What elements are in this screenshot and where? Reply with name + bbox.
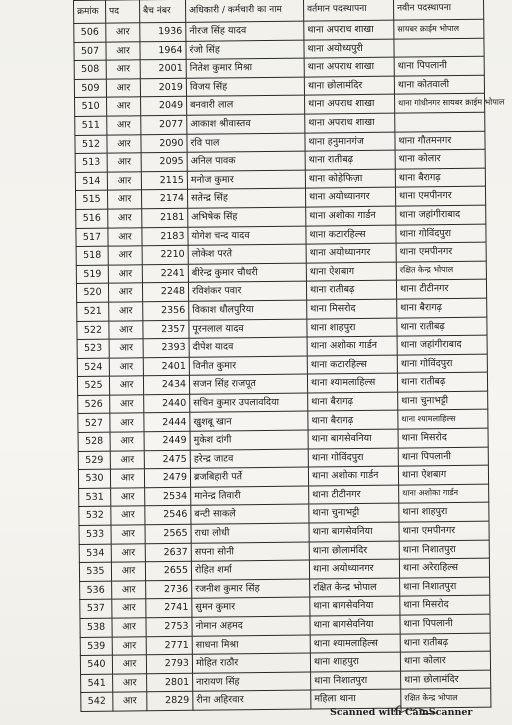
current-posting-cell: थाना बागसेवनिया	[310, 597, 400, 617]
rank-cell: आर	[108, 265, 142, 284]
new-posting-cell: थाना टीटीनगर	[396, 279, 486, 299]
header-current-posting: वर्तमान पदस्थापना	[303, 0, 393, 21]
rank-cell: आर	[109, 376, 143, 395]
serial-cell: 522	[77, 321, 109, 340]
new-posting-cell: थाना पिपलानी	[400, 614, 490, 634]
new-posting-cell: रक्षित केन्द्र भोपाल	[396, 261, 486, 281]
rank-cell: आर	[107, 172, 141, 191]
serial-cell: 530	[78, 469, 110, 488]
badge-cell: 1964	[140, 41, 186, 60]
current-posting-cell: थाना कटारहिल्स	[306, 225, 396, 245]
current-posting-cell: थाना रातीबढ़	[305, 150, 395, 170]
serial-cell: 513	[75, 153, 107, 172]
new-posting-cell: थाना ऐशबाग	[398, 465, 488, 485]
new-posting-cell: थाना पिपलानी	[398, 447, 488, 467]
rank-cell: आर	[109, 339, 143, 358]
new-posting-cell: रक्षित केन्द्र भोपाल	[401, 689, 491, 709]
table-body	[74, 19, 505, 711]
serial-cell: 508	[74, 60, 106, 79]
badge-cell: 2241	[142, 264, 188, 283]
current-posting-cell: थाना गोविंदपुरा	[308, 448, 398, 468]
name-cell: रवि पाल	[187, 133, 305, 153]
badge-cell: 2736	[146, 580, 192, 599]
serial-cell: 512	[75, 135, 107, 154]
new-posting-cell: थाना जहांगीराबाद	[397, 335, 487, 355]
rank-cell: आर	[111, 488, 145, 507]
current-posting-cell: थाना अशोका गार्डन	[308, 466, 398, 486]
name-cell: मनोज कुमार	[187, 170, 305, 190]
serial-cell: 526	[78, 395, 110, 414]
name-cell: मुकेश दांगी	[190, 430, 308, 450]
current-posting-cell: थाना अशोका गार्डन	[307, 336, 397, 356]
current-posting-cell: थाना बागसेवनिया	[308, 429, 398, 449]
name-cell: विजय सिंह	[186, 77, 304, 97]
new-posting-cell: थाना कोलार	[400, 651, 490, 671]
badge-cell: 2444	[144, 413, 190, 432]
new-posting-cell	[394, 38, 484, 58]
rank-cell: आर	[108, 227, 142, 246]
badge-cell: 2393	[143, 338, 189, 357]
serial-cell: 507	[74, 42, 106, 61]
badge-cell: 2793	[146, 654, 192, 673]
rank-cell: आर	[110, 469, 144, 488]
name-cell: रीना अहिरवार	[193, 690, 311, 710]
rank-cell: आर	[112, 599, 146, 618]
serial-cell: 506	[74, 23, 106, 42]
serial-cell: 535	[79, 562, 111, 581]
serial-cell: 510	[75, 98, 107, 117]
serial-cell: 534	[79, 544, 111, 563]
rank-cell: आर	[107, 134, 141, 153]
new-posting-cell: थाना रातीबढ़	[397, 372, 487, 392]
rank-cell: आर	[109, 302, 143, 321]
name-cell: विनीत कुमार	[189, 356, 307, 376]
badge-cell: 2183	[142, 227, 188, 246]
badge-cell: 2174	[141, 190, 187, 209]
name-cell: बन्टी साकले	[191, 504, 309, 524]
name-cell: अनिल पावक	[187, 151, 305, 171]
current-posting-cell: थाना अपराध शाखा	[305, 113, 395, 133]
current-posting-cell: थाना कटारहिल्स	[307, 355, 397, 375]
rank-cell: आर	[108, 209, 142, 228]
badge-cell: 2475	[144, 450, 190, 469]
name-cell: लोकेश परते	[188, 244, 306, 264]
serial-cell: 511	[75, 116, 107, 135]
new-posting-cell: थाना गोविंदपुरा	[396, 224, 486, 244]
serial-cell: 519	[76, 265, 108, 284]
current-posting-cell: थाना अयोध्यानगर	[306, 243, 396, 263]
current-posting-cell: थाना अशोका गार्डन	[306, 206, 396, 226]
name-cell: सतेन्द्र सिंह	[187, 188, 305, 208]
serial-cell: 527	[78, 414, 110, 433]
name-cell: रजनीश कुमार सिंह	[192, 579, 310, 599]
name-cell: साधना मिश्रा	[192, 635, 310, 655]
rank-cell: आर	[109, 320, 143, 339]
name-cell: विकाश धौलपुरिया	[189, 300, 307, 320]
serial-cell: 532	[79, 507, 111, 526]
new-posting-cell: थाना एमपीनगर	[396, 242, 486, 262]
current-posting-cell: थाना छोलामंदिर	[304, 76, 394, 96]
current-posting-cell: थाना अयोध्यानगर	[309, 559, 399, 579]
new-posting-cell: थाना अरेराहिल्स	[399, 558, 489, 578]
current-posting-cell: रक्षित केन्द्र भोपाल	[310, 578, 400, 598]
name-cell: खुशबू खान	[190, 412, 308, 432]
serial-cell: 523	[77, 339, 109, 358]
rank-cell: आर	[111, 525, 145, 544]
new-posting-cell	[395, 112, 485, 132]
header-badge: बैच नंबर	[140, 0, 186, 23]
rank-cell: आर	[109, 357, 143, 376]
serial-cell: 538	[80, 618, 112, 637]
rank-cell: आर	[113, 674, 147, 693]
badge-cell: 2534	[145, 487, 191, 506]
rank-cell: आर	[107, 153, 141, 172]
new-posting-cell: सायबर क्राईम भोपाल	[394, 19, 484, 39]
rank-cell: आर	[107, 97, 141, 116]
badge-cell: 2401	[143, 357, 189, 376]
new-posting-cell: थाना बैरागढ़	[397, 298, 487, 318]
scanner-watermark: Scanned with CamScanner	[330, 707, 473, 718]
rank-cell: आर	[107, 190, 141, 209]
current-posting-cell: थाना बैरागढ़	[308, 392, 398, 412]
header-rank: पद	[106, 0, 140, 23]
current-posting-cell: महिला थाना	[311, 689, 401, 709]
badge-cell: 2565	[145, 524, 191, 543]
new-posting-cell: थाना अशोका गार्डन	[399, 484, 489, 504]
rank-cell: आर	[112, 655, 146, 674]
current-posting-cell: थाना अपराध शाखा	[304, 57, 394, 77]
serial-cell: 537	[80, 600, 112, 619]
serial-cell: 521	[77, 302, 109, 321]
current-posting-cell: थाना टीटीनगर	[309, 485, 399, 505]
new-posting-cell: थाना बैरागढ़	[395, 168, 485, 188]
new-posting-cell: थाना निशातपुरा	[400, 577, 490, 597]
badge-cell: 2741	[146, 599, 192, 618]
current-posting-cell: थाना अपराध शाखा	[304, 20, 394, 40]
serial-cell: 536	[80, 581, 112, 600]
badge-cell: 2077	[141, 115, 187, 134]
name-cell: आकाश श्रीवास्तव	[187, 114, 305, 134]
name-cell: नितेश कुमार मिश्रा	[186, 58, 304, 78]
badge-cell: 2115	[141, 171, 187, 190]
current-posting-cell: थाना रातीबढ़	[306, 280, 396, 300]
new-posting-cell: थाना पिपलानी	[394, 56, 484, 76]
header-serial: क्रमांक	[74, 0, 106, 23]
rank-cell: आर	[111, 506, 145, 525]
serial-cell: 529	[78, 451, 110, 470]
name-cell: सपना सोनी	[191, 542, 309, 562]
serial-cell: 525	[77, 376, 109, 395]
name-cell: पूरनलाल यादव	[189, 319, 307, 339]
badge-cell: 2019	[140, 78, 186, 97]
badge-cell: 2440	[144, 394, 190, 413]
badge-cell: 2801	[147, 673, 193, 692]
badge-cell: 2001	[140, 60, 186, 79]
name-cell: दीपेश यादव	[189, 337, 307, 357]
badge-cell: 2356	[143, 301, 189, 320]
rank-cell: आर	[106, 23, 140, 42]
badge-cell: 2637	[145, 543, 191, 562]
badge-cell: 2095	[141, 152, 187, 171]
current-posting-cell: थाना श्यामलाहिल्स	[307, 373, 397, 393]
new-posting-cell: थाना मिसरोद	[400, 596, 490, 616]
new-posting-cell: थाना एमपीनगर	[395, 187, 485, 207]
badge-cell: 2357	[143, 320, 189, 339]
current-posting-cell: थाना बागसेवनिया	[310, 615, 400, 635]
new-posting-cell: थाना जहांगीराबाद	[396, 205, 486, 225]
name-cell: ब्रजबिहारी पर्ते	[190, 467, 308, 487]
serial-cell: 541	[81, 674, 113, 693]
serial-cell: 520	[76, 283, 108, 302]
current-posting-cell: थाना छोलामंदिर	[309, 541, 399, 561]
badge-cell: 2479	[144, 469, 190, 488]
new-posting-cell: थाना रातीबढ़	[400, 633, 490, 653]
current-posting-cell: थाना हनुमानगंज	[305, 132, 395, 152]
rank-cell: आर	[110, 395, 144, 414]
badge-cell: 2248	[142, 283, 188, 302]
badge-cell: 2210	[142, 245, 188, 264]
new-posting-cell: थाना छोलामंदिर	[401, 670, 491, 690]
name-cell: मोहित राठौर	[192, 653, 310, 673]
name-cell: सुमन कुमार	[192, 597, 310, 617]
serial-cell: 531	[79, 488, 111, 507]
name-cell: अभिषेक सिंह	[188, 207, 306, 227]
badge-cell: 2829	[147, 692, 193, 711]
name-cell: सचिन कुमार उपलावदिया	[190, 393, 308, 413]
name-cell: बीरेन्द्र कुमार चौधरी	[188, 263, 306, 283]
rank-cell: आर	[108, 283, 142, 302]
rank-cell: आर	[112, 618, 146, 637]
serial-cell: 518	[76, 246, 108, 265]
name-cell: राधा लोधी	[191, 523, 309, 543]
current-posting-cell: थाना शाहपुरा	[307, 318, 397, 338]
current-posting-cell: थाना अयोध्यपुरी	[304, 39, 394, 59]
serial-cell: 524	[77, 358, 109, 377]
badge-cell: 2049	[141, 97, 187, 116]
new-posting-cell: थाना चुनाभट्टी	[398, 391, 488, 411]
current-posting-cell: थाना बागसेवनिया	[309, 522, 399, 542]
serial-cell: 509	[74, 79, 106, 98]
rank-cell: आर	[113, 692, 147, 711]
serial-cell: 515	[75, 190, 107, 209]
badge-cell: 2449	[144, 431, 190, 450]
badge-cell: 2771	[146, 636, 192, 655]
rank-cell: आर	[107, 116, 141, 135]
rank-cell: आर	[111, 562, 145, 581]
name-cell: मानेन्द्र तिवारी	[191, 486, 309, 506]
serial-cell: 514	[75, 172, 107, 191]
header-name: अधिकारी / कर्मचारी का नाम	[185, 0, 303, 22]
badge-cell: 2655	[145, 562, 191, 581]
badge-cell: 1936	[140, 22, 186, 41]
new-posting-cell: थाना शाहपुरा	[399, 503, 489, 523]
name-cell: नारायण सिंह	[193, 672, 311, 692]
serial-cell: 539	[80, 637, 112, 656]
transfer-roster-table	[73, 0, 505, 712]
name-cell: नोमान अहमद	[192, 616, 310, 636]
current-posting-cell: थाना मिसरोद	[307, 299, 397, 319]
name-cell: योगेश चन्द यादव	[188, 226, 306, 246]
serial-cell: 516	[76, 209, 108, 228]
new-posting-cell: थाना श्यामलाहिल्स	[398, 410, 488, 430]
current-posting-cell: थाना निशातपुरा	[311, 671, 401, 691]
name-cell: रविशंकर पवार	[188, 281, 306, 301]
rank-cell: आर	[106, 41, 140, 60]
new-posting-cell: थाना गौतमनगर	[395, 131, 485, 151]
serial-cell: 528	[78, 432, 110, 451]
new-posting-cell: थाना गांधीनगर सायबर क्राईम भोपाल	[395, 94, 485, 114]
new-posting-cell: थाना एमपीनगर	[399, 521, 489, 541]
rank-cell: आर	[108, 246, 142, 265]
badge-cell: 2546	[145, 506, 191, 525]
rank-cell: आर	[111, 543, 145, 562]
serial-cell: 542	[81, 692, 113, 711]
current-posting-cell: थाना शाहपुरा	[310, 652, 400, 672]
current-posting-cell: थाना कोहेफिज़ा	[305, 169, 395, 189]
rank-cell: आर	[106, 79, 140, 98]
new-posting-cell: थाना कोतवाली	[394, 75, 484, 95]
current-posting-cell: थाना ऐशबाग	[306, 262, 396, 282]
current-posting-cell: थाना अपराध शाखा	[305, 95, 395, 115]
new-posting-cell: थाना निशातपुरा	[399, 540, 489, 560]
current-posting-cell: थाना बैरागढ़	[308, 411, 398, 431]
new-posting-cell: थाना गोविंदपुरा	[397, 354, 487, 374]
current-posting-cell: थाना अयोध्यानगर	[305, 187, 395, 207]
serial-cell: 540	[80, 655, 112, 674]
rank-cell: आर	[106, 60, 140, 79]
header-new-posting: नवीन पदस्थापना	[393, 0, 483, 20]
name-cell: रोहित शर्मा	[191, 560, 309, 580]
new-posting-cell: थाना कोलार	[395, 149, 485, 169]
badge-cell: 2090	[141, 134, 187, 153]
badge-cell: 2181	[142, 208, 188, 227]
current-posting-cell: थाना श्यामलाहिल्स	[310, 634, 400, 654]
rank-cell: आर	[110, 450, 144, 469]
name-cell: बनवारी लाल	[187, 95, 305, 115]
name-cell: सजन सिंह राजपूत	[189, 374, 307, 394]
name-cell: नीरज सिंह यादव	[186, 21, 304, 41]
name-cell: रंजो सिंह	[186, 40, 304, 60]
rank-cell: आर	[110, 413, 144, 432]
rank-cell: आर	[110, 432, 144, 451]
rank-cell: आर	[112, 636, 146, 655]
name-cell: हरेन्द्र जाटव	[190, 449, 308, 469]
new-posting-cell: थाना रातीबढ़	[397, 317, 487, 337]
serial-cell: 533	[79, 525, 111, 544]
badge-cell: 2434	[143, 376, 189, 395]
current-posting-cell: थाना चुनाभट्टी	[309, 504, 399, 524]
badge-cell: 2753	[146, 617, 192, 636]
new-posting-cell: थाना मिसरोद	[398, 428, 488, 448]
serial-cell: 517	[76, 228, 108, 247]
rank-cell: आर	[112, 581, 146, 600]
